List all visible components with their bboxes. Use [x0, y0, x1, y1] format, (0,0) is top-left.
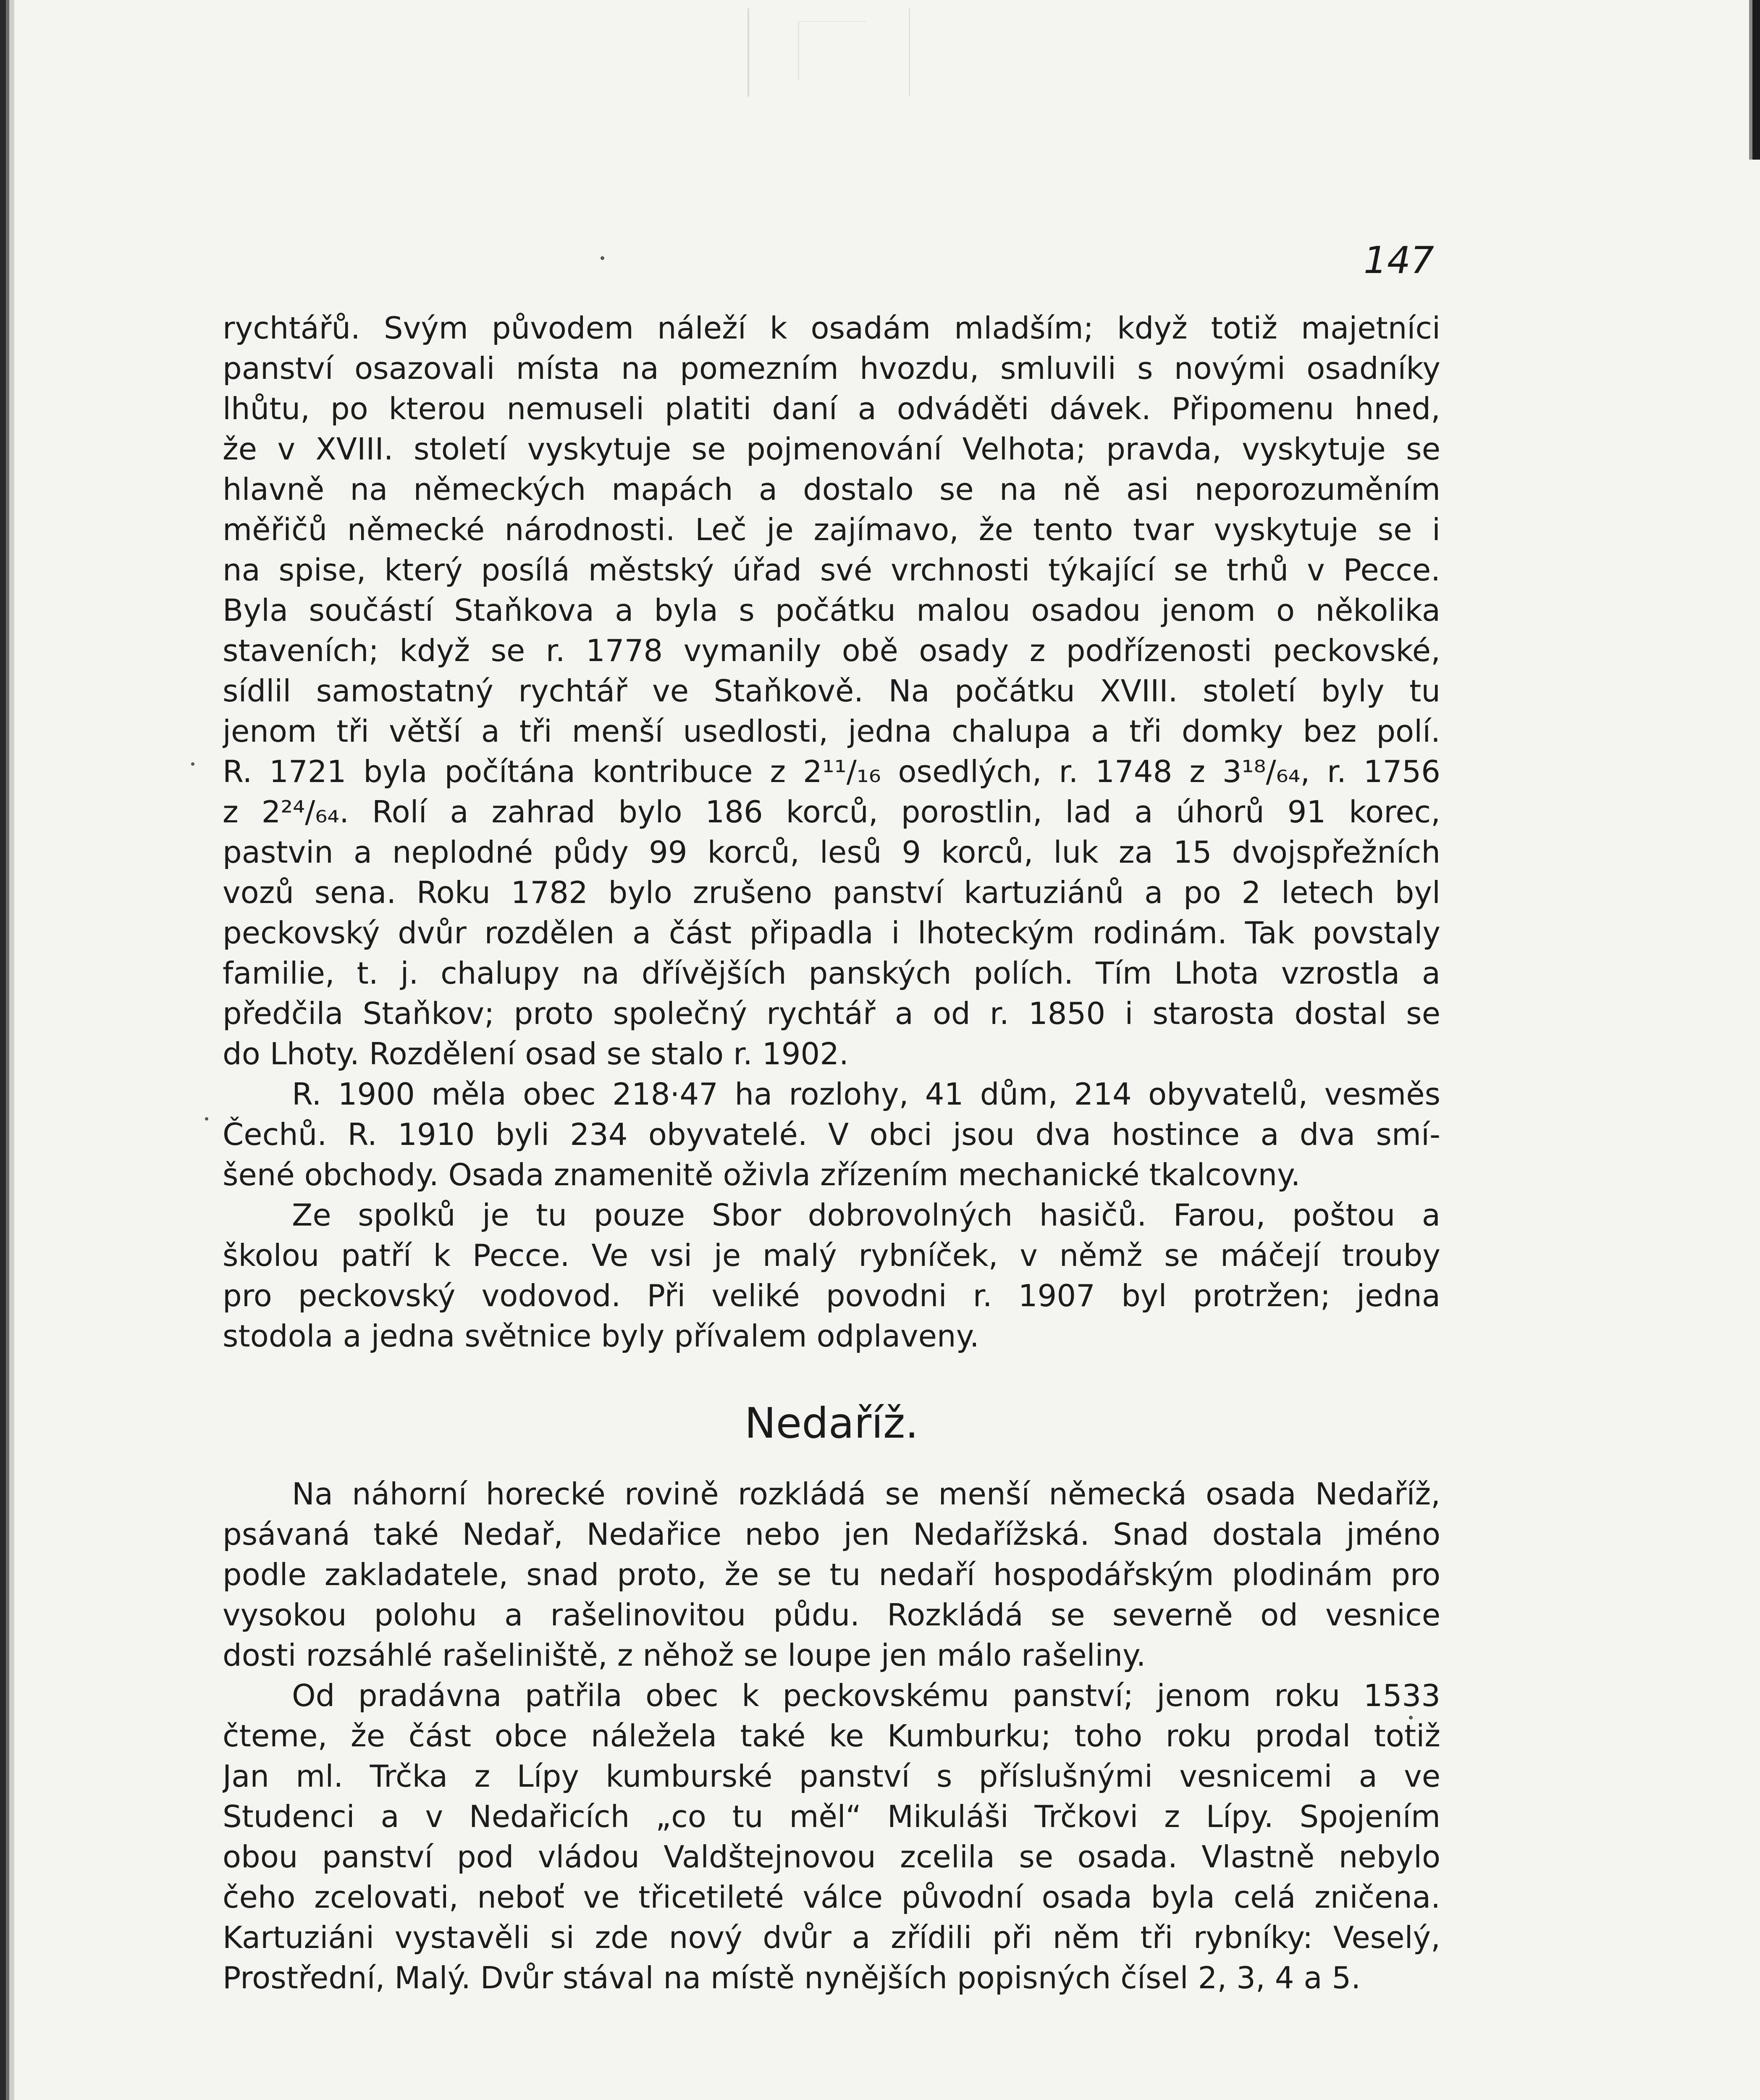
- text-line: Ze spolků je tu pouze Sbor dobrovolných hasičů. Farou, poštou a: [292, 1197, 1440, 1233]
- text-line: sídlil samostatný rychtář ve Staňkově. Na počátku XVIII. století byly tu: [223, 673, 1440, 709]
- text-line: obou panství pod vládou Valdštejnovou zcelila se osada. Vlastně nebylo: [223, 1839, 1440, 1874]
- text-line: dosti rozsáhlé rašeliniště, z něhož se loupe jen málo rašeliny.: [223, 1638, 1146, 1673]
- text-line: školou patří k Pecce. Ve vsi je malý rybníček, v němž se máčejí trouby: [223, 1238, 1440, 1273]
- text-line: rychtářů. Svým původem náleží k osadám mladším; když totiž majetníci: [223, 310, 1440, 346]
- text-line: familie, t. j. chalupy na dřívějších panských polích. Tím Lhota vzrostla a: [223, 956, 1440, 991]
- text-line: čteme, že část obce náležela také ke Kumburku; toho roku prodal totiž: [223, 1718, 1440, 1754]
- page-number: 147: [1364, 239, 1434, 282]
- paragraph: [223, 1074, 1440, 1195]
- text-line: pro peckovský vodovod. Při veliké povodni r. 1907 byl protržen; jedna: [223, 1278, 1440, 1313]
- text-line: panství osazovali místa na pomezním hvozdu, smluvili s novými osadníky: [223, 351, 1440, 386]
- paragraph: [223, 1675, 1440, 1998]
- text-line: R. 1721 byla počítána kontribuce z 2¹¹/₁₆ osedlých, r. 1748 z 3¹⁸/₆₄, r. 1756: [223, 754, 1440, 789]
- text-line: staveních; když se r. 1778 vymanily obě osady z podřízenosti peckovské,: [223, 633, 1440, 668]
- text-line: podle zakladatele, snad proto, že se tu nedaří hospodářským plodinám pro: [223, 1557, 1440, 1592]
- text-line: do Lhoty. Rozdělení osad se stalo r. 1902.: [223, 1036, 849, 1071]
- paragraph: [223, 308, 1440, 1074]
- text-line: hlavně na německých mapách a dostalo se na ně asi neporozuměním: [223, 472, 1440, 507]
- page-corner-shadow: [1743, 0, 1760, 160]
- text-line: Od pradávna patřila obec k peckovskému panství; jenom roku 1533: [292, 1678, 1440, 1713]
- text-line: Studenci a v Nedařicích „co tu měl“ Mikuláši Trčkovi z Lípy. Spojením: [223, 1799, 1440, 1834]
- section-body: [223, 1474, 1440, 1998]
- show-through-mark-inner: [798, 21, 866, 81]
- text-line: lhůtu, po kterou nemuseli platiti daní a odváděti dávek. Připomenu hned,: [223, 391, 1440, 426]
- text-line: pastvin a neplodné půdy 99 korců, lesů 9 korců, luk za 15 dvojspřežních: [223, 835, 1440, 870]
- text-line: na spise, který posílá městský úřad své vrchnosti týkající se trhů v Pecce.: [223, 552, 1440, 588]
- text-line: vozů sena. Roku 1782 bylo zrušeno panství kartuziánů a po 2 letech byl: [223, 875, 1440, 910]
- text-line: z 2²⁴/₆₄. Rolí a zahrad bylo 186 korců, porostlin, lad a úhorů 91 korec,: [223, 794, 1440, 830]
- body-text: [223, 308, 1440, 1998]
- dust-speck: [601, 256, 604, 260]
- page-binding-edge: [0, 0, 14, 2100]
- text-line: Čechů. R. 1910 byli 234 obyvatelé. V obci jsou dva hostince a dva smí-: [223, 1117, 1440, 1152]
- dust-speck: [205, 1117, 208, 1121]
- text-line: R. 1900 měla obec 218·47 ha rozlohy, 41 dům, 214 obyvatelů, vesměs: [292, 1076, 1440, 1112]
- text-line: Jan ml. Trčka z Lípy kumburské panství s příslušnými vesnicemi a ve: [223, 1759, 1440, 1794]
- text-line: Na náhorní horecké rovině rozkládá se menší německá osada Nedaříž,: [292, 1476, 1440, 1512]
- text-line: Byla součástí Staňkova a byla s počátku malou osadou jenom o několika: [223, 593, 1440, 628]
- text-line: jenom tři větší a tři menší usedlosti, jedna chalupa a tři domky bez polí.: [223, 714, 1440, 749]
- text-line: peckovský dvůr rozdělen a část připadla i lhoteckým rodinám. Tak povstaly: [223, 915, 1440, 950]
- text-line: psávaná také Nedař, Nedařice nebo jen Nedařížská. Snad dostala jméno: [223, 1517, 1440, 1552]
- text-line: čeho zcelovati, neboť ve třicetileté válce původní osada byla celá zničena.: [223, 1880, 1440, 1915]
- text-line: šené obchody. Osada znamenitě oživla zřízením mechanické tkalcovny.: [223, 1157, 1301, 1192]
- text-line: vysokou polohu a rašelinovitou půdu. Rozkládá se severně od vesnice: [223, 1597, 1440, 1633]
- text-line: stodola a jedna světnice byly přívalem odplaveny.: [223, 1318, 979, 1354]
- section-heading: Nedaříž.: [744, 1399, 919, 1448]
- paragraph: [223, 1474, 1440, 1675]
- text-line: že v XVIII. století vyskytuje se pojmenování Velhota; pravda, vyskytuje se: [223, 431, 1440, 467]
- article-continuation: [223, 308, 1440, 1356]
- text-line: měřičů německé národnosti. Leč je zajímavo, že tento tvar vyskytuje se i: [223, 512, 1440, 547]
- text-line: Kartuziáni vystavěli si zde nový dvůr a zřídili při něm tři rybníky: Veselý,: [223, 1920, 1440, 1955]
- paragraph: [223, 1195, 1440, 1356]
- text-line: předčila Staňkov; proto společný rychtář a od r. 1850 i starosta dostal se: [223, 996, 1440, 1031]
- dust-speck: [191, 762, 194, 766]
- text-line: Prostřední, Malý. Dvůr stával na místě nynějších popisných čísel 2, 3, 4 a 5.: [223, 1960, 1361, 1995]
